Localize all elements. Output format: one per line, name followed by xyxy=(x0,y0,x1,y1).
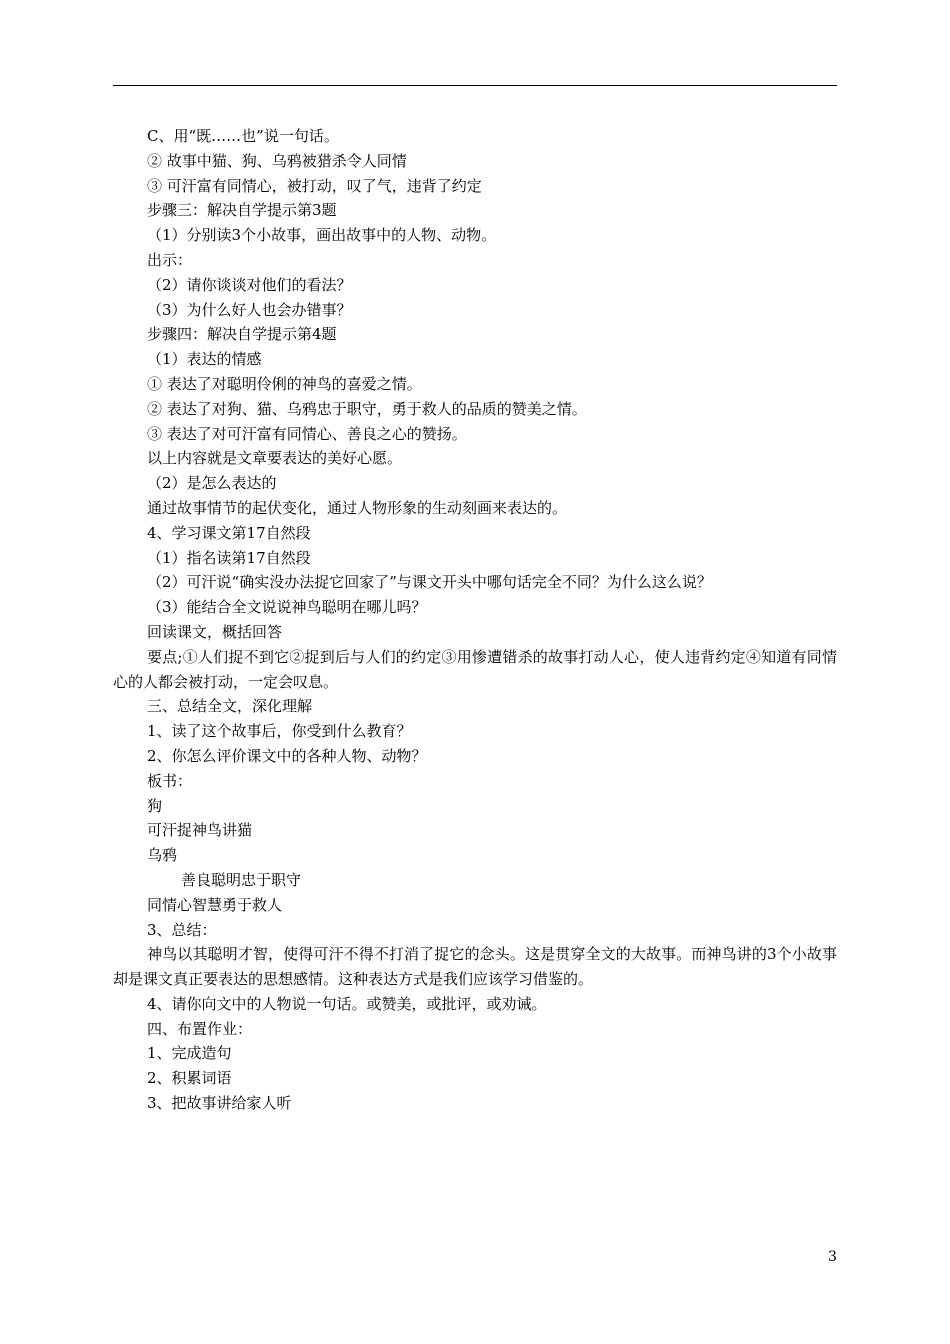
text-line: （1）指名读第17自然段 xyxy=(147,548,311,567)
text-line: ③ 表达了对可汗富有同情心、善良之心的赞扬。 xyxy=(147,424,467,443)
text-line: ③ 可汗富有同情心，被打动，叹了气，违背了约定 xyxy=(147,176,482,195)
homework-item: 2、积累词语 xyxy=(147,1069,232,1088)
board-line: 善良聪明忠于职守 xyxy=(181,870,302,889)
text-line: 2、你怎么评价课文中的各种人物、动物？ xyxy=(147,746,427,765)
homework-item: 1、完成造句 xyxy=(147,1044,232,1063)
text-line: ② 表达了对狗、猫、乌鸦忠于职守，勇于救人的品质的赞美之情。 xyxy=(147,399,587,418)
text-line: 出示： xyxy=(147,250,193,269)
text-line: 1、读了这个故事后，你受到什么教育？ xyxy=(147,722,412,741)
text-line: （2）请你谈谈对他们的看法？ xyxy=(147,275,352,294)
text-line: 3、总结： xyxy=(147,920,217,939)
board-line: 可汗捉神鸟讲猫 xyxy=(147,821,253,840)
text-line: （1）表达的情感 xyxy=(147,350,262,369)
section-heading: 四、布置作业： xyxy=(147,1019,253,1038)
step-heading: 步骤四：解决自学提示第4题 xyxy=(147,325,337,344)
board-label: 板书： xyxy=(147,771,193,790)
text-line: （3）能结合全文说说神鸟聪明在哪儿吗？ xyxy=(147,598,427,617)
step-heading: 步骤三：解决自学提示第3题 xyxy=(147,201,337,220)
text-line: （2）是怎么表达的 xyxy=(147,474,277,493)
text-line: 回读课文，概括回答 xyxy=(147,622,283,641)
text-line: ① 表达了对聪明伶俐的神鸟的喜爱之情。 xyxy=(147,374,422,393)
key-points-paragraph: 要点;①人们捉不到它②捉到后与人们的约定③用惨遭错杀的故事打动人心，使人违背约定④知道有同情心的人都会被打动，一定会叹息。 xyxy=(113,647,837,691)
text-line: （3）为什么好人也会办错事？ xyxy=(147,300,352,319)
page-number: 3 xyxy=(828,1249,837,1265)
section-heading: 三、总结全文，深化理解 xyxy=(147,697,313,716)
text-line: ② 故事中猫、狗、乌鸦被猎杀令人同情 xyxy=(147,151,407,170)
board-line: 同情心智慧勇于救人 xyxy=(147,895,283,914)
homework-item: 3、把故事讲给家人听 xyxy=(147,1094,292,1113)
header-rule xyxy=(113,85,837,86)
text-line: （2）可汗说“确实没办法捉它回家了”与课文开头中哪句话完全不同？为什么这么说？ xyxy=(147,573,712,592)
text-line: C、用“既……也”说一句话。 xyxy=(147,127,339,145)
text-line: （1）分别读3个小故事，画出故事中的人物、动物。 xyxy=(147,226,497,245)
text-line: 4、请你向文中的人物说一句话。或赞美，或批评，或劝诫。 xyxy=(147,994,547,1013)
text-line: 通过故事情节的起伏变化，通过人物形象的生动刻画来表达的。 xyxy=(147,498,568,517)
text-line: 以上内容就是文章要表达的美好心愿。 xyxy=(147,449,403,468)
board-line: 狗 xyxy=(147,796,163,815)
section-heading: 4、学习课文第17自然段 xyxy=(147,523,311,542)
document-body xyxy=(113,124,837,1116)
summary-paragraph: 神鸟以其聪明才智，使得可汗不得不打消了捉它的念头。这是贯穿全文的大故事。而神鸟讲的3个小故事却是课文真正要表达的思想感情。这种表达方式是我们应该学习借鉴的。 xyxy=(113,945,837,989)
board-line: 乌鸦 xyxy=(147,846,178,865)
